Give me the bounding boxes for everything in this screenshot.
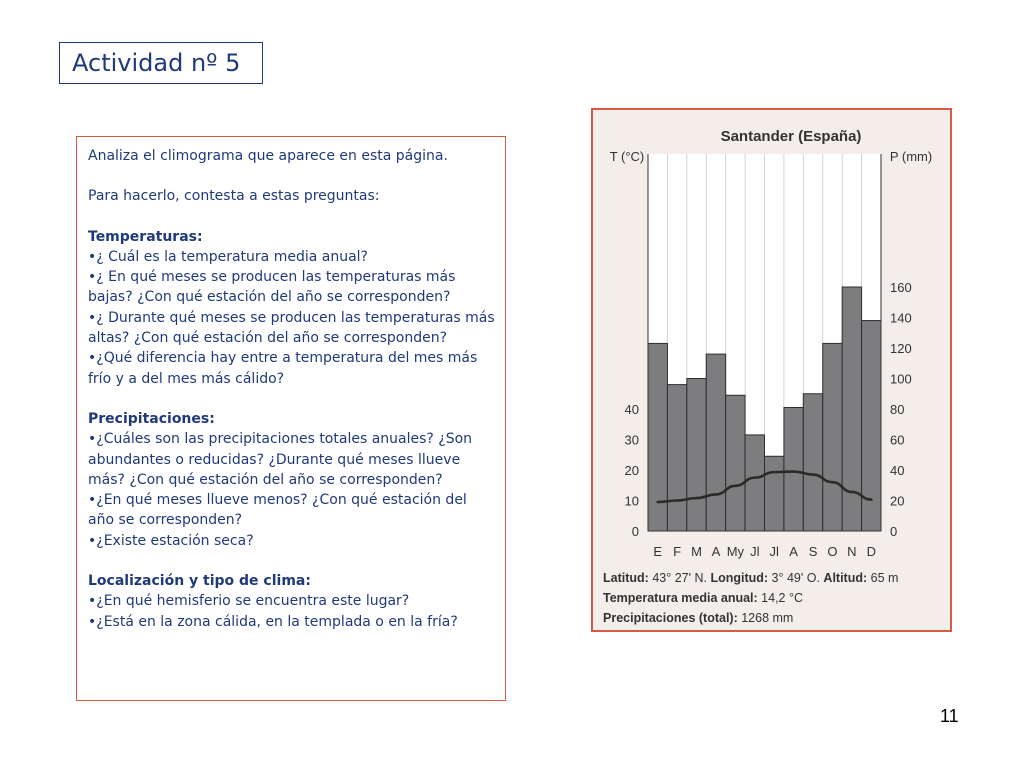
location-question-2: •¿Está en la zona cálida, en la templada o en la fría? [88, 613, 458, 630]
right-axis-label: P (mm) [889, 149, 933, 164]
footer-line-1 [603, 571, 898, 585]
temperatures-heading: Temperaturas: [88, 228, 203, 245]
precipitation-bar-3 [687, 379, 706, 532]
precipitation-question-2: •¿En qué meses llueve menos? ¿Con qué estación del año se corresponden? [88, 492, 467, 529]
month-label-3: M [691, 544, 702, 559]
left-tick-20: 20 [624, 463, 639, 478]
activity-instruction: Para hacerlo, contesta a estas preguntas: [88, 188, 380, 205]
left-tick-40: 40 [624, 402, 639, 417]
right-tick-20: 20 [890, 493, 905, 509]
chart-title: Santander (España) [720, 128, 862, 145]
altitud-value: 65 m [870, 571, 899, 585]
right-tick-labels [890, 280, 912, 539]
precipitation-bar-4 [706, 354, 725, 531]
precipitation-bar-10 [823, 343, 842, 531]
left-tick-0: 0 [631, 524, 639, 539]
month-label-9: S [808, 544, 818, 559]
activity-intro: Analiza el climograma que aparece en esta página. [88, 148, 448, 164]
temp-label: Temperatura media anual: [603, 591, 758, 605]
precipitation-heading: Precipitaciones: [88, 410, 215, 427]
left-axis-label: T (°C) [609, 149, 645, 164]
month-label-6: Jl [750, 544, 760, 559]
month-label-7: Jl [769, 544, 779, 559]
activity-title: Actividad nº 5 [59, 42, 263, 84]
precipitation-bar-6 [745, 435, 764, 531]
footer-line-3 [603, 611, 793, 625]
precipitation-bar-2 [667, 385, 686, 531]
precipitation-question-3: •¿Existe estación seca? [88, 532, 254, 549]
right-tick-60: 60 [890, 432, 905, 448]
longitud-label: Longitud: [710, 571, 769, 585]
temperature-question-2: •¿ En qué meses se producen las temperaturas más bajas? ¿Con qué estación del año se corresponden? [88, 269, 456, 306]
month-label-1: E [653, 544, 663, 559]
precip-value: 1268 mm [741, 611, 794, 625]
right-tick-40: 40 [890, 463, 905, 478]
location-question-1: •¿En qué hemisferio se encuentra este lugar? [88, 593, 410, 610]
month-label-10: O [827, 544, 838, 559]
precipitation-bar-9 [803, 394, 822, 531]
left-tick-10: 10 [624, 493, 639, 509]
climograph-svg [593, 110, 950, 630]
month-label-11: N [847, 544, 857, 559]
right-tick-100: 100 [890, 371, 912, 387]
left-tick-30: 30 [624, 432, 639, 448]
precipitation-bar-8 [784, 407, 803, 531]
climograph-chart [591, 108, 952, 632]
temperature-question-3: •¿ Durante qué meses se producen las temperaturas más altas? ¿Con qué estación del año se corresponden? [88, 309, 495, 347]
month-label-5: My [726, 544, 745, 559]
precipitation-bar-7 [765, 456, 784, 531]
right-tick-80: 80 [890, 402, 905, 417]
slide-number: 11 [940, 706, 959, 726]
right-tick-120: 120 [890, 341, 912, 356]
month-label-4: A [711, 544, 721, 559]
longitud-value: 3° 49' O. [771, 571, 820, 585]
right-tick-0: 0 [890, 524, 898, 539]
location-heading: Localización y tipo de clima: [88, 573, 311, 590]
month-label-12: D [866, 544, 876, 559]
precipitation-bar-5 [726, 395, 745, 531]
right-tick-160: 160 [890, 280, 912, 295]
precip-label: Precipitaciones (total): [603, 611, 738, 625]
activity-questions [76, 136, 506, 701]
latitud-label: Latitud: [603, 571, 649, 585]
month-label-2: F [673, 544, 682, 559]
footer-line-2 [603, 591, 803, 605]
right-tick-140: 140 [890, 310, 912, 326]
month-labels [653, 544, 876, 559]
precipitation-question-1: •¿Cuáles son las precipitaciones totales anuales? ¿Son abundantes o reducidas? ¿Durante qué meses llueve más? ¿Con qué estación del año se corresponden? [88, 431, 473, 488]
temperature-question-4: •¿Qué diferencia hay entre a temperatura del mes más frío y a del mes más cálido? [88, 350, 478, 387]
month-label-8: A [789, 544, 798, 559]
altitud-label: Altitud: [823, 571, 868, 585]
left-tick-labels [625, 402, 639, 539]
temp-value: 14,2 °C [761, 591, 803, 605]
temperature-question-1: •¿ Cuál es la temperatura media anual? [88, 248, 368, 265]
latitud-value: 43° 27' N. [652, 571, 707, 585]
